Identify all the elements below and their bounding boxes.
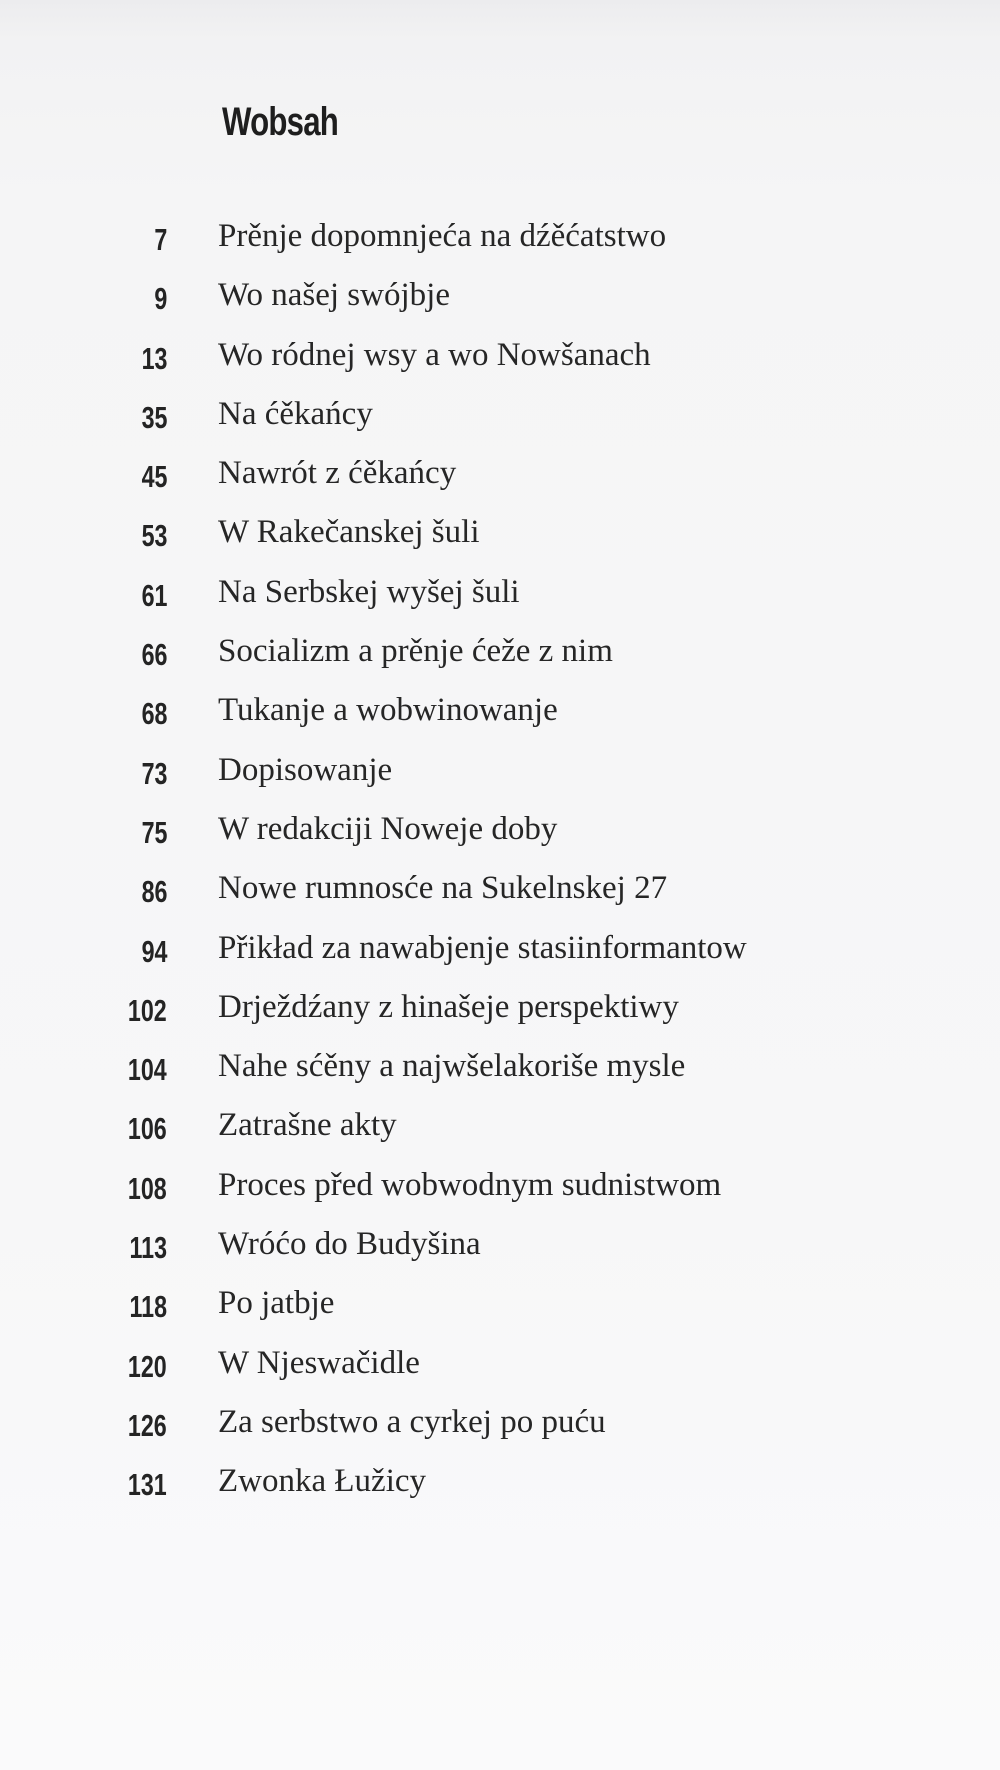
toc-chapter-title: Proces před wobwodnym sudnistwom <box>218 1166 722 1203</box>
toc-entry <box>0 1404 900 1463</box>
toc-page-number: 118 <box>129 1289 167 1325</box>
toc-page-number: 75 <box>141 814 167 850</box>
toc-entry <box>0 455 900 514</box>
toc-entry <box>0 396 900 455</box>
toc-page-number: 104 <box>128 1052 167 1088</box>
toc-page-number: 86 <box>141 874 167 910</box>
toc-chapter-title: Zatrašne akty <box>218 1107 397 1144</box>
toc-page-number: 126 <box>128 1407 167 1443</box>
toc-entry <box>0 633 900 692</box>
toc-page-number: 113 <box>129 1230 167 1266</box>
toc-entry <box>0 1167 900 1226</box>
toc-chapter-title: Po jatbje <box>218 1285 335 1322</box>
toc-entry <box>0 1048 900 1107</box>
toc-entry <box>0 514 900 573</box>
toc-page-number: 131 <box>128 1467 167 1503</box>
toc-page-number: 9 <box>154 281 167 317</box>
toc-page-number: 68 <box>141 696 167 732</box>
toc-page-number: 73 <box>141 755 167 791</box>
toc-chapter-title: W redakciji Noweje doby <box>218 810 558 847</box>
toc-page-number: 61 <box>141 577 167 613</box>
toc-page-number: 53 <box>141 518 167 554</box>
toc-page-number: 102 <box>128 992 167 1028</box>
toc-page-number: 45 <box>141 459 167 495</box>
toc-page-number: 66 <box>141 637 167 673</box>
toc-entry <box>0 1463 900 1522</box>
toc-entry <box>0 218 900 277</box>
toc-chapter-title: Na Serbskej wyšej šuli <box>218 573 520 610</box>
toc-page-number: 13 <box>141 340 167 376</box>
toc-chapter-title: Nowe rumnosće na Sukelnskej 27 <box>218 870 668 907</box>
table-of-contents <box>0 218 900 1523</box>
toc-chapter-title: Wróćo do Budyšina <box>218 1226 481 1263</box>
toc-entry <box>0 277 900 336</box>
toc-chapter-title: Prěnje dopomnjeća na dźěćatstwo <box>218 218 667 254</box>
toc-chapter-title: Nahe sćěny a najwšelakoriše mysle <box>218 1048 686 1085</box>
toc-entry <box>0 1285 900 1344</box>
toc-entry <box>0 574 900 633</box>
page-title: Wobsah <box>222 100 339 144</box>
toc-chapter-title: Přikład za nawabjenje stasiinformantow <box>218 929 747 966</box>
toc-entry <box>0 692 900 751</box>
toc-entry <box>0 752 900 811</box>
toc-chapter-title: Na ćěkańcy <box>218 395 373 432</box>
toc-chapter-title: Dopisowanje <box>218 751 393 788</box>
toc-chapter-title: Socializm a prěnje ćeže z nim <box>218 633 613 670</box>
toc-chapter-title: W Njeswačidle <box>218 1344 420 1381</box>
toc-chapter-title: Za serbstwo a cyrkej po puću <box>218 1403 606 1440</box>
toc-entry <box>0 870 900 929</box>
toc-page-number: 106 <box>128 1111 167 1147</box>
toc-page-number: 94 <box>141 933 167 969</box>
toc-entry <box>0 930 900 989</box>
toc-entry <box>0 1345 900 1404</box>
toc-entry <box>0 1107 900 1166</box>
toc-entry <box>0 337 900 396</box>
toc-chapter-title: Drježdźany z hinašeje perspektiwy <box>218 988 679 1025</box>
toc-page-number: 108 <box>128 1170 167 1206</box>
toc-entry <box>0 989 900 1048</box>
toc-chapter-title: W Rakečanskej šuli <box>218 514 480 551</box>
toc-chapter-title: Zwonka Łužicy <box>218 1463 427 1500</box>
toc-page-number: 35 <box>141 399 167 435</box>
toc-page-number: 7 <box>154 222 167 257</box>
toc-entry <box>0 1226 900 1285</box>
toc-entry <box>0 811 900 870</box>
toc-chapter-title: Tukanje a wobwinowanje <box>218 692 558 729</box>
toc-page-number: 120 <box>128 1348 167 1384</box>
toc-chapter-title: Wo našej swójbje <box>218 277 450 314</box>
toc-chapter-title: Wo ródnej wsy a wo Nowšanach <box>218 336 651 373</box>
toc-chapter-title: Nawrót z ćěkańcy <box>218 455 457 492</box>
